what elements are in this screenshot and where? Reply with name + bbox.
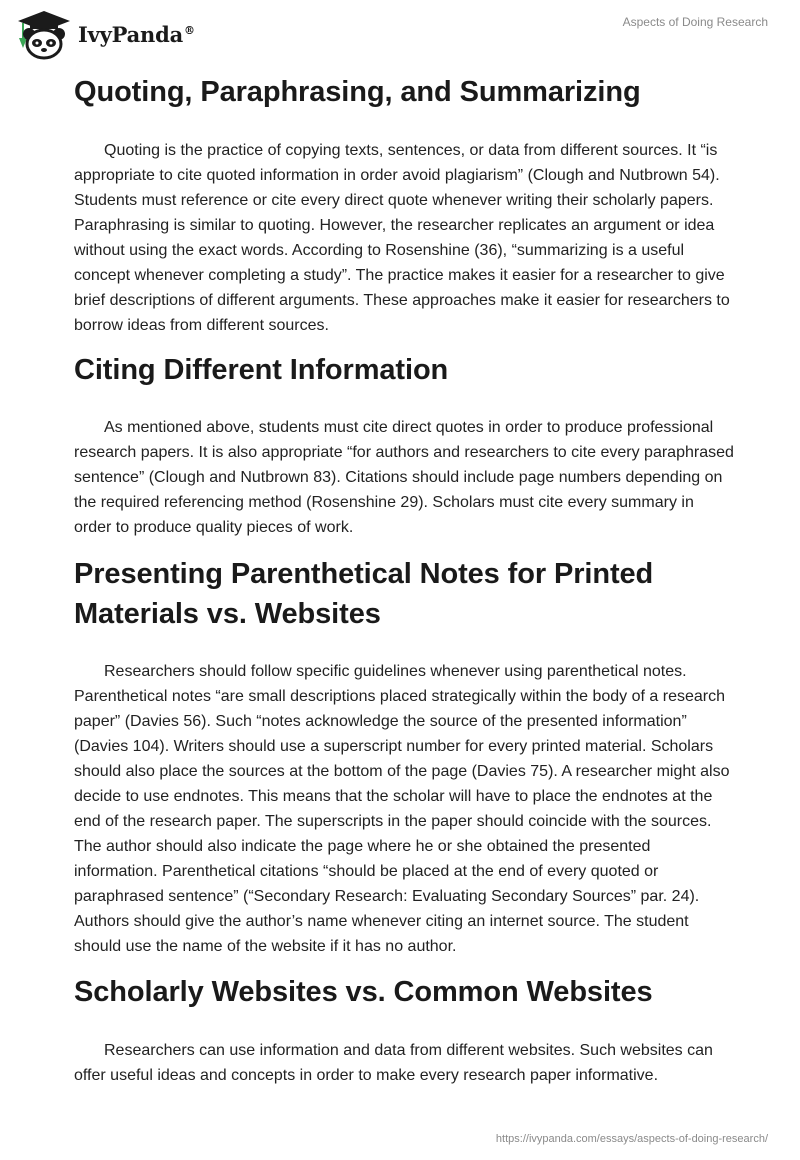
section-paragraph: Researchers should follow specific guidelines whenever using parenthetical notes. Parenthetical notes “are small descriptions placed strategically within the body of a research paper” (Davies 56). Such “notes acknowledge the source of the presented information” (Davies 104). Writers should use a superscript number for every printed material. Scholars should also place the sources at the bottom of the page (Davies 75). A researcher might also decide to use endnotes. This means that the scholar will have to place the endnotes at the end of the research paper. The superscripts in the paper should coincide with the sources. The author should also indicate the page where he or she obtained the presented information. Parenthetical citations “should be placed at the end of every quoted or paraphrased sentence” (“Secondary Research: Evaluating Secondary Sources” par. 24). Authors should give the author’s name whenever citing an internet source. The student should use the name of the website if it has no author. [74, 663, 730, 955]
registered-mark: ® [184, 23, 195, 37]
section-quoting [74, 73, 734, 338]
ivypanda-logo[interactable] [14, 8, 195, 62]
article-content [74, 70, 734, 1088]
section-heading: Citing Different Information [74, 354, 449, 386]
section-paragraph: Researchers can use information and data from different websites. Such websites can offer useful ideas and concepts in order to make every research paper informative. [74, 1042, 713, 1084]
brand-name: IvyPanda® [78, 21, 195, 47]
section-paragraph: Quoting is the practice of copying texts, sentences, or data from different sources. It “is appropriate to cite quoted information in order avoid plagiarism” (Clough and Nutbrown 54). Students must reference or cite every direct quote whenever writing their scholarly papers. Paraphrasing is similar to quoting. However, the researcher replicates an argument or idea without using the exact words. According to Rosenshine (36), “summarizing is a useful concept whenever completing a study”. The practice makes it easier for a researcher to give brief descriptions of different arguments. These approaches make it easier for researchers to borrow ideas from different sources. [74, 142, 730, 334]
section-citing [74, 351, 734, 540]
section-parenthetical-notes [74, 554, 734, 959]
source-url[interactable]: https://ivypanda.com/essays/aspects-of-doing-research/ [495, 1133, 768, 1145]
section-scholarly-websites [74, 973, 734, 1088]
page-header [0, 0, 800, 70]
document-title: Aspects of Doing Research [622, 15, 768, 29]
section-heading: Presenting Parenthetical Notes for Printed Materials vs. Websites [74, 558, 654, 630]
section-paragraph: As mentioned above, students must cite direct quotes in order to produce professional research papers. It is also appropriate “for authors and researchers to cite every paraphrased sentence” (Clough and Nutbrown 83). Citations should include page numbers depending on the required referencing method (Rosenshine 29). Scholars must cite every summary in order to produce quality pieces of work. [74, 419, 734, 536]
section-heading: Scholarly Websites vs. Common Websites [74, 976, 653, 1008]
panda-graduate-icon [14, 8, 74, 62]
section-heading: Quoting, Paraphrasing, and Summarizing [74, 76, 641, 108]
